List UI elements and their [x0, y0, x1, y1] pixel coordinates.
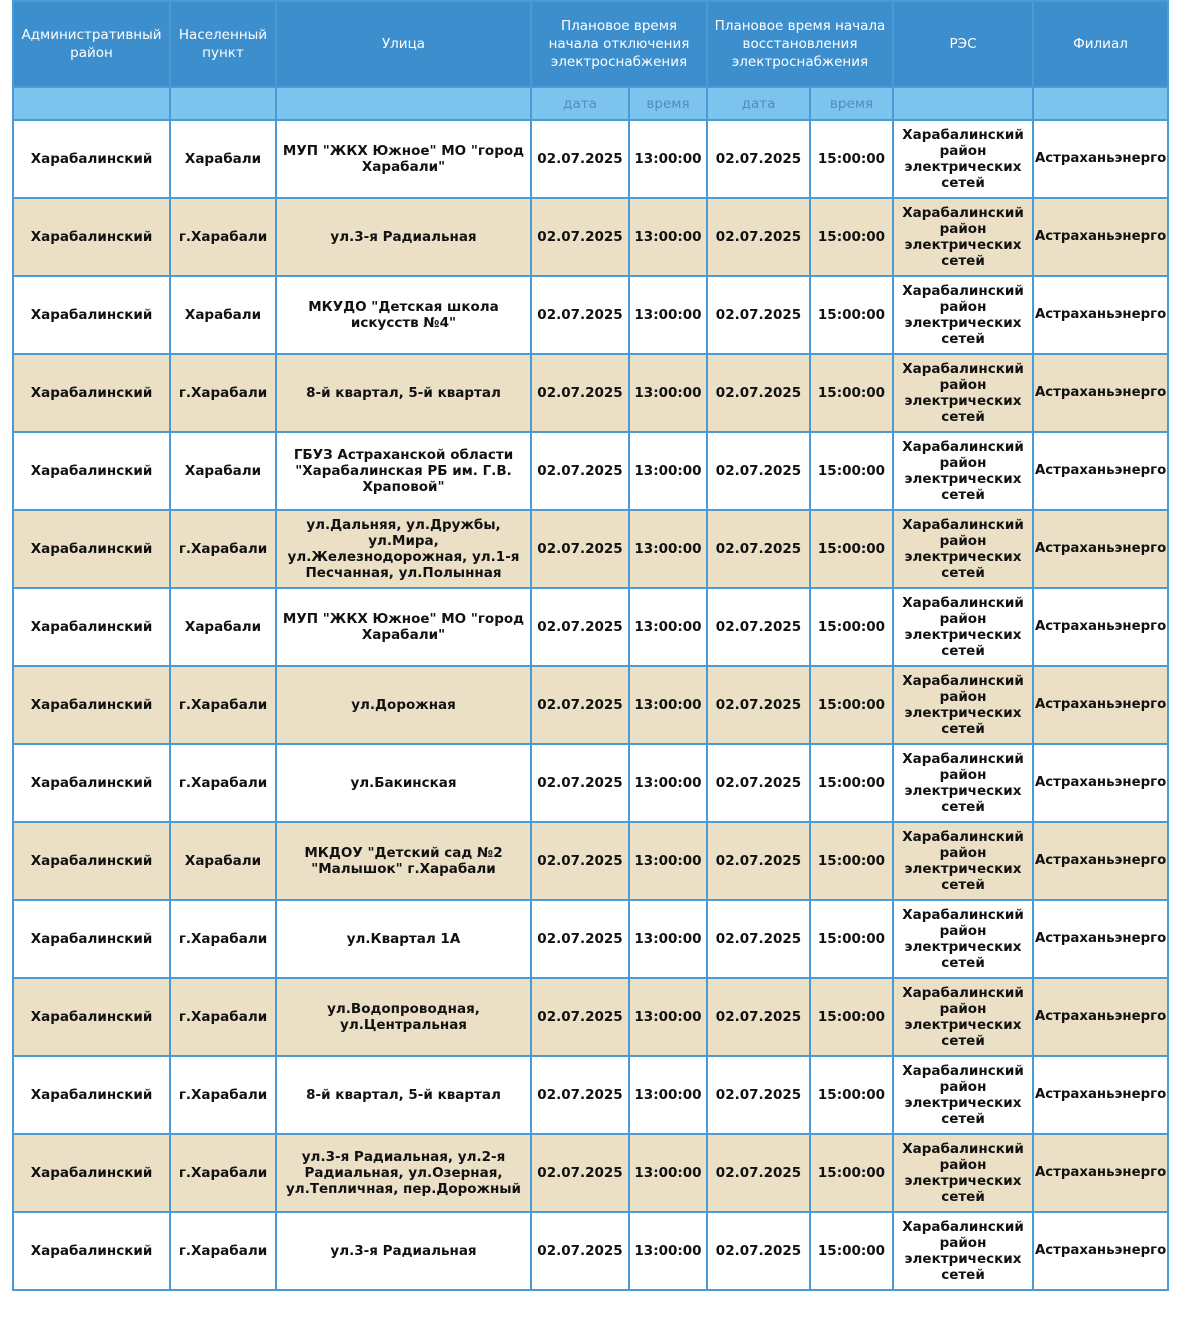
- cell-street: ул.3-я Радиальная: [276, 1212, 531, 1290]
- cell-street: МУП "ЖКХ Южное" МО "город Харабали": [276, 120, 531, 198]
- cell-on-date: 02.07.2025: [707, 510, 810, 588]
- cell-off-date: 02.07.2025: [531, 1134, 629, 1212]
- cell-off-date: 02.07.2025: [531, 1056, 629, 1134]
- cell-on-time: 15:00:00: [810, 1056, 893, 1134]
- cell-off-time: 13:00:00: [629, 1056, 707, 1134]
- cell-locality: г.Харабали: [170, 1212, 276, 1290]
- cell-branch: Астраханьэнерго: [1033, 510, 1168, 588]
- cell-res: Харабалинский район электрических сетей: [893, 510, 1033, 588]
- cell-on-date: 02.07.2025: [707, 276, 810, 354]
- cell-on-time: 15:00:00: [810, 666, 893, 744]
- table-row: [13, 666, 1168, 744]
- cell-off-date: 02.07.2025: [531, 1212, 629, 1290]
- cell-branch: Астраханьэнерго: [1033, 588, 1168, 666]
- cell-street: ул.3-я Радиальная, ул.2-я Радиальная, ул.Озерная, ул.Тепличная, пер.Дорожный: [276, 1134, 531, 1212]
- cell-branch: Астраханьэнерго: [1033, 822, 1168, 900]
- cell-on-date: 02.07.2025: [707, 978, 810, 1056]
- subheader-empty: [276, 87, 531, 120]
- table-row: [13, 900, 1168, 978]
- cell-off-date: 02.07.2025: [531, 744, 629, 822]
- table-row: [13, 354, 1168, 432]
- cell-off-time: 13:00:00: [629, 900, 707, 978]
- cell-off-time: 13:00:00: [629, 744, 707, 822]
- cell-branch: Астраханьэнерго: [1033, 120, 1168, 198]
- cell-off-time: 13:00:00: [629, 666, 707, 744]
- table-row: [13, 432, 1168, 510]
- table-row: [13, 744, 1168, 822]
- cell-locality: Харабали: [170, 822, 276, 900]
- cell-on-date: 02.07.2025: [707, 198, 810, 276]
- cell-res: Харабалинский район электрических сетей: [893, 744, 1033, 822]
- cell-district: Харабалинский: [13, 120, 170, 198]
- cell-off-time: 13:00:00: [629, 432, 707, 510]
- cell-on-time: 15:00:00: [810, 588, 893, 666]
- table-row: [13, 1212, 1168, 1290]
- cell-locality: г.Харабали: [170, 666, 276, 744]
- subheader-empty: [170, 87, 276, 120]
- header-restore: Плановое время начала восстановления электроснабжения: [707, 1, 893, 87]
- cell-off-time: 13:00:00: [629, 276, 707, 354]
- cell-district: Харабалинский: [13, 276, 170, 354]
- subheader-empty: [893, 87, 1033, 120]
- cell-branch: Астраханьэнерго: [1033, 432, 1168, 510]
- cell-street: ул.3-я Радиальная: [276, 198, 531, 276]
- table-row: [13, 198, 1168, 276]
- header-row: [13, 1, 1168, 87]
- cell-district: Харабалинский: [13, 978, 170, 1056]
- cell-off-date: 02.07.2025: [531, 198, 629, 276]
- header-off-start: Плановое время начала отключения электроснабжения: [531, 1, 707, 87]
- cell-branch: Астраханьэнерго: [1033, 978, 1168, 1056]
- cell-branch: Астраханьэнерго: [1033, 900, 1168, 978]
- cell-street: МКДОУ "Детский сад №2 "Малышок" г.Харабали: [276, 822, 531, 900]
- header-res: РЭС: [893, 1, 1033, 87]
- cell-locality: Харабали: [170, 276, 276, 354]
- table-body: [13, 120, 1168, 1290]
- cell-locality: Харабали: [170, 432, 276, 510]
- cell-branch: Астраханьэнерго: [1033, 1056, 1168, 1134]
- header-locality: Населенный пункт: [170, 1, 276, 87]
- cell-locality: Харабали: [170, 588, 276, 666]
- cell-on-date: 02.07.2025: [707, 1134, 810, 1212]
- cell-district: Харабалинский: [13, 744, 170, 822]
- cell-on-time: 15:00:00: [810, 744, 893, 822]
- cell-off-date: 02.07.2025: [531, 978, 629, 1056]
- table-row: [13, 1134, 1168, 1212]
- cell-branch: Астраханьэнерго: [1033, 1134, 1168, 1212]
- cell-street: ул.Дорожная: [276, 666, 531, 744]
- cell-res: Харабалинский район электрических сетей: [893, 432, 1033, 510]
- header-street: Улица: [276, 1, 531, 87]
- cell-res: Харабалинский район электрических сетей: [893, 1134, 1033, 1212]
- cell-off-date: 02.07.2025: [531, 276, 629, 354]
- cell-on-time: 15:00:00: [810, 1134, 893, 1212]
- cell-branch: Астраханьэнерго: [1033, 1212, 1168, 1290]
- cell-on-time: 15:00:00: [810, 900, 893, 978]
- cell-off-date: 02.07.2025: [531, 666, 629, 744]
- cell-district: Харабалинский: [13, 1056, 170, 1134]
- cell-res: Харабалинский район электрических сетей: [893, 666, 1033, 744]
- table-header: [13, 1, 1168, 120]
- table-row: [13, 120, 1168, 198]
- cell-on-date: 02.07.2025: [707, 744, 810, 822]
- subheader-off-date: дата: [531, 87, 629, 120]
- cell-res: Харабалинский район электрических сетей: [893, 1212, 1033, 1290]
- cell-branch: Астраханьэнерго: [1033, 744, 1168, 822]
- table-row: [13, 276, 1168, 354]
- cell-locality: г.Харабали: [170, 978, 276, 1056]
- header-branch: Филиал: [1033, 1, 1168, 87]
- subheader-row: [13, 87, 1168, 120]
- cell-district: Харабалинский: [13, 666, 170, 744]
- cell-on-date: 02.07.2025: [707, 822, 810, 900]
- table-row: [13, 978, 1168, 1056]
- cell-street: ГБУЗ Астраханской области "Харабалинская РБ им. Г.В. Храповой": [276, 432, 531, 510]
- cell-on-time: 15:00:00: [810, 978, 893, 1056]
- cell-street: 8-й квартал, 5-й квартал: [276, 1056, 531, 1134]
- cell-branch: Астраханьэнерго: [1033, 276, 1168, 354]
- cell-on-date: 02.07.2025: [707, 588, 810, 666]
- cell-off-date: 02.07.2025: [531, 588, 629, 666]
- cell-branch: Астраханьэнерго: [1033, 354, 1168, 432]
- subheader-on-time: время: [810, 87, 893, 120]
- cell-off-time: 13:00:00: [629, 198, 707, 276]
- cell-locality: г.Харабали: [170, 900, 276, 978]
- cell-street: МУП "ЖКХ Южное" МО "город Харабали": [276, 588, 531, 666]
- cell-res: Харабалинский район электрических сетей: [893, 978, 1033, 1056]
- cell-res: Харабалинский район электрических сетей: [893, 198, 1033, 276]
- cell-on-date: 02.07.2025: [707, 1212, 810, 1290]
- cell-district: Харабалинский: [13, 1212, 170, 1290]
- outage-table-container: [12, 0, 1167, 1291]
- cell-on-time: 15:00:00: [810, 432, 893, 510]
- cell-district: Харабалинский: [13, 900, 170, 978]
- cell-res: Харабалинский район электрических сетей: [893, 1056, 1033, 1134]
- cell-on-time: 15:00:00: [810, 822, 893, 900]
- cell-on-date: 02.07.2025: [707, 900, 810, 978]
- cell-off-time: 13:00:00: [629, 588, 707, 666]
- cell-locality: г.Харабали: [170, 744, 276, 822]
- table-row: [13, 822, 1168, 900]
- cell-off-time: 13:00:00: [629, 1134, 707, 1212]
- cell-district: Харабалинский: [13, 1134, 170, 1212]
- cell-on-time: 15:00:00: [810, 276, 893, 354]
- cell-on-time: 15:00:00: [810, 198, 893, 276]
- cell-locality: г.Харабали: [170, 198, 276, 276]
- subheader-empty: [1033, 87, 1168, 120]
- cell-district: Харабалинский: [13, 354, 170, 432]
- cell-street: ул.Квартал 1А: [276, 900, 531, 978]
- cell-on-date: 02.07.2025: [707, 432, 810, 510]
- outage-schedule-table: [12, 0, 1169, 1291]
- cell-off-time: 13:00:00: [629, 510, 707, 588]
- cell-branch: Астраханьэнерго: [1033, 198, 1168, 276]
- table-row: [13, 1056, 1168, 1134]
- cell-res: Харабалинский район электрических сетей: [893, 120, 1033, 198]
- cell-off-time: 13:00:00: [629, 354, 707, 432]
- cell-locality: г.Харабали: [170, 1134, 276, 1212]
- cell-street: ул.Дальняя, ул.Дружбы, ул.Мира, ул.Железнодорожная, ул.1-я Песчанная, ул.Полынная: [276, 510, 531, 588]
- cell-district: Харабалинский: [13, 510, 170, 588]
- cell-res: Харабалинский район электрических сетей: [893, 822, 1033, 900]
- cell-locality: г.Харабали: [170, 1056, 276, 1134]
- cell-district: Харабалинский: [13, 588, 170, 666]
- cell-on-time: 15:00:00: [810, 1212, 893, 1290]
- cell-branch: Астраханьэнерго: [1033, 666, 1168, 744]
- cell-street: ул.Бакинская: [276, 744, 531, 822]
- cell-on-date: 02.07.2025: [707, 120, 810, 198]
- subheader-empty: [13, 87, 170, 120]
- cell-off-date: 02.07.2025: [531, 120, 629, 198]
- cell-off-date: 02.07.2025: [531, 510, 629, 588]
- cell-off-date: 02.07.2025: [531, 822, 629, 900]
- cell-res: Харабалинский район электрических сетей: [893, 354, 1033, 432]
- cell-res: Харабалинский район электрических сетей: [893, 276, 1033, 354]
- subheader-off-time: время: [629, 87, 707, 120]
- subheader-on-date: дата: [707, 87, 810, 120]
- header-district: Административный район: [13, 1, 170, 87]
- cell-on-date: 02.07.2025: [707, 1056, 810, 1134]
- cell-off-date: 02.07.2025: [531, 900, 629, 978]
- cell-off-time: 13:00:00: [629, 822, 707, 900]
- cell-on-date: 02.07.2025: [707, 666, 810, 744]
- cell-locality: г.Харабали: [170, 354, 276, 432]
- cell-on-date: 02.07.2025: [707, 354, 810, 432]
- table-row: [13, 588, 1168, 666]
- cell-district: Харабалинский: [13, 432, 170, 510]
- cell-locality: Харабали: [170, 120, 276, 198]
- cell-off-time: 13:00:00: [629, 978, 707, 1056]
- table-row: [13, 510, 1168, 588]
- cell-off-time: 13:00:00: [629, 120, 707, 198]
- cell-locality: г.Харабали: [170, 510, 276, 588]
- cell-off-date: 02.07.2025: [531, 432, 629, 510]
- cell-res: Харабалинский район электрических сетей: [893, 900, 1033, 978]
- cell-street: МКУДО "Детская школа искусств №4": [276, 276, 531, 354]
- cell-res: Харабалинский район электрических сетей: [893, 588, 1033, 666]
- cell-street: ул.Водопроводная, ул.Центральная: [276, 978, 531, 1056]
- cell-district: Харабалинский: [13, 822, 170, 900]
- cell-on-time: 15:00:00: [810, 120, 893, 198]
- cell-street: 8-й квартал, 5-й квартал: [276, 354, 531, 432]
- cell-district: Харабалинский: [13, 198, 170, 276]
- cell-on-time: 15:00:00: [810, 510, 893, 588]
- cell-off-date: 02.07.2025: [531, 354, 629, 432]
- cell-on-time: 15:00:00: [810, 354, 893, 432]
- cell-off-time: 13:00:00: [629, 1212, 707, 1290]
